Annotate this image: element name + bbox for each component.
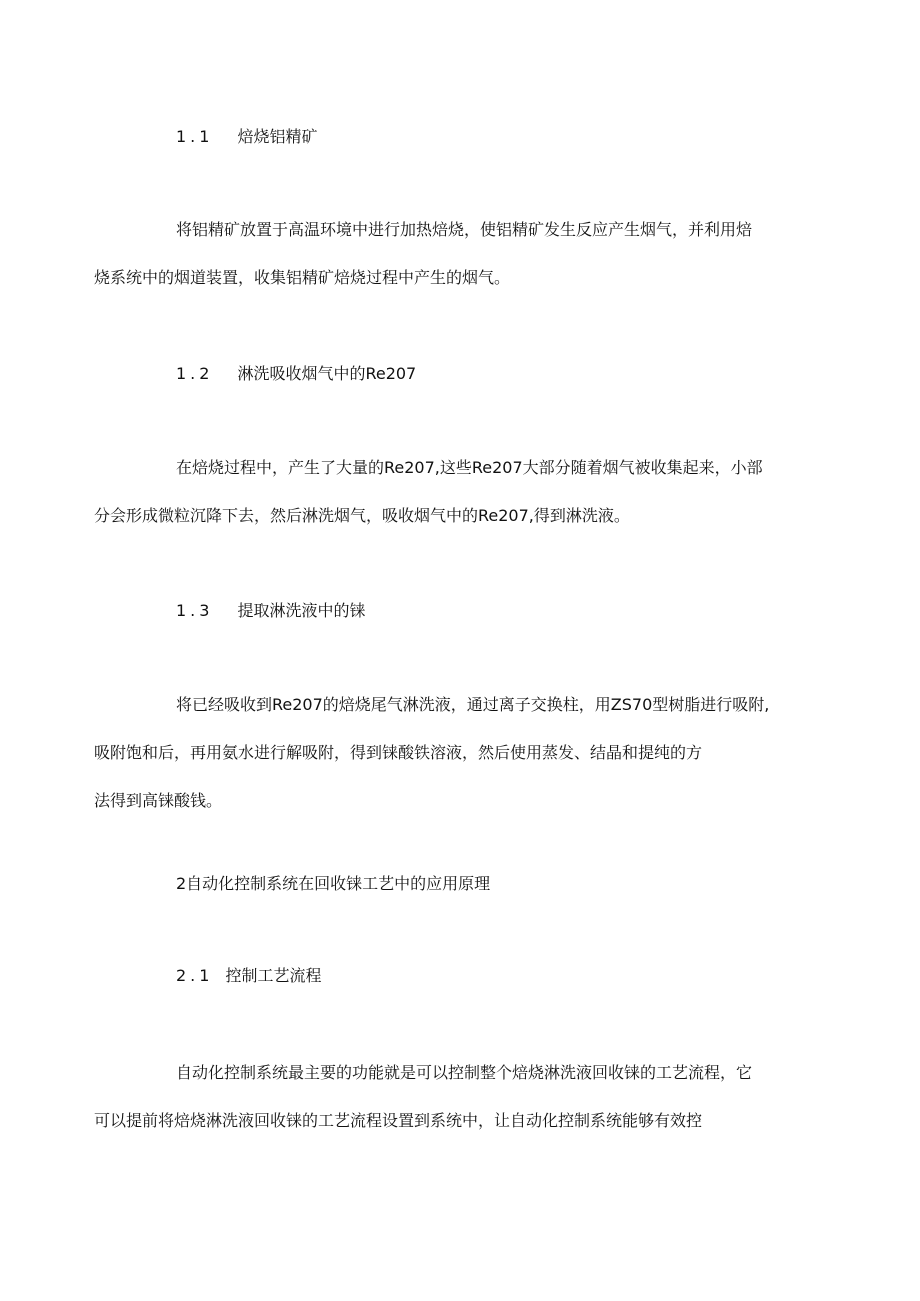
paragraph-line: 在焙烧过程中，产生了大量的Re207,这些Re207大部分随着烟气被收集起来，小部 <box>176 458 763 477</box>
paragraph-line: 将已经吸收到Re207的焙烧尾气淋洗液，通过离子交换柱，用ZS70型树脂进行吸附, <box>176 695 770 714</box>
paragraph-line: 可以提前将焙烧淋洗液回收铼的工艺流程设置到系统中，让自动化控制系统能够有效控 <box>94 1111 703 1130</box>
paragraph-leaching <box>94 444 795 540</box>
section-heading-1-3 <box>176 601 365 621</box>
paragraph-line: 将铝精矿放置于高温环境中进行加热焙烧，使铝精矿发生反应产生烟气，并利用焙 <box>176 220 753 239</box>
section-number: 1.2 <box>176 364 214 383</box>
section-title: 2自动化控制系统在回收铼工艺中的应用原理 <box>176 874 491 893</box>
section-title: 焙烧铝精矿 <box>237 127 318 146</box>
section-number: 1.1 <box>176 127 214 146</box>
section-number: 1.3 <box>176 601 214 620</box>
paragraph-extraction <box>94 681 795 825</box>
section-heading-1-2 <box>176 364 416 384</box>
paragraph-line: 烧系统中的烟道装置，收集铝精矿焙烧过程中产生的烟气。 <box>94 268 511 287</box>
section-title: 控制工艺流程 <box>225 966 322 985</box>
section-heading-2 <box>176 874 490 894</box>
paragraph-line: 自动化控制系统最主要的功能就是可以控制整个焙烧淋洗液回收铼的工艺流程，它 <box>176 1063 753 1082</box>
paragraph-control-process <box>94 1049 795 1145</box>
paragraph-roasting <box>94 206 795 302</box>
section-title: 提取淋洗液中的铼 <box>237 601 366 620</box>
section-heading-1-1 <box>176 127 317 147</box>
paragraph-line: 法得到高铼酸钱。 <box>94 791 223 810</box>
section-title: 淋洗吸收烟气中的Re207 <box>237 364 417 383</box>
paragraph-line: 吸附饱和后，再用氨水进行解吸附，得到铼酸铁溶液，然后使用蒸发、结晶和提纯的方 <box>94 743 703 762</box>
paragraph-line: 分会形成微粒沉降下去，然后淋洗烟气，吸收烟气中的Re207,得到淋洗液。 <box>94 506 630 525</box>
section-heading-2-1 <box>176 966 321 986</box>
section-number: 2.1 <box>176 966 214 985</box>
